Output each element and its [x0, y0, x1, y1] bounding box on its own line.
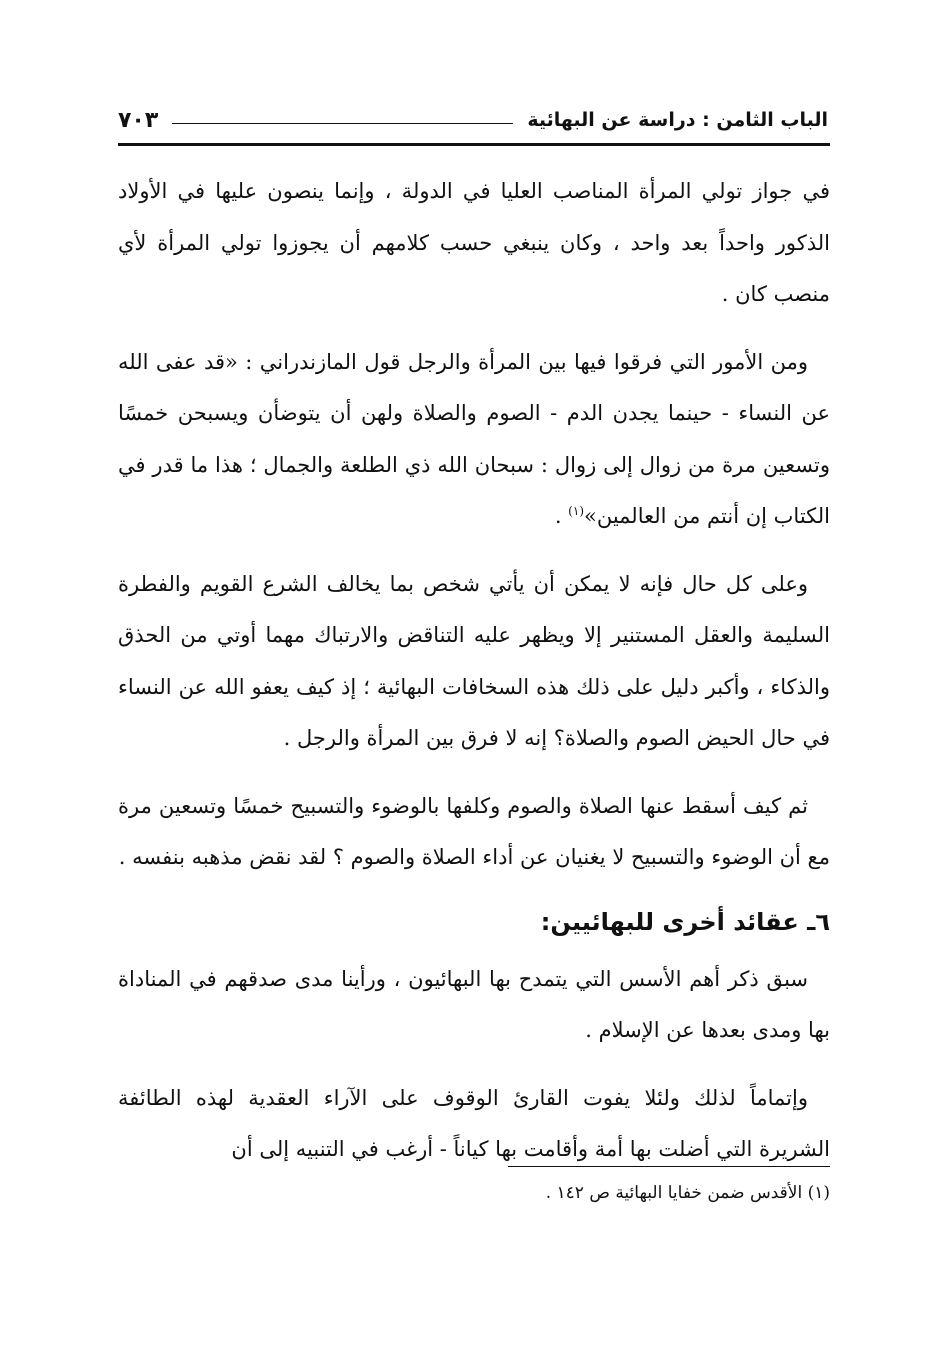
footnote: (١) الأقدس ضمن خفايا البهائية ص ١٤٢ .: [545, 1183, 830, 1203]
section-heading: ٦ـ عقائد أخرى للبهائيين:: [540, 907, 830, 936]
paragraph-1: في جواز تولي المرأة المناصب العليا في الدولة ، وإنما ينصون عليها في الأولاد الذكور واحداً بعد واحد ، وكان ينبغي حسب كلامهم أن يجوزوا تولي المرأة لأي منصب كان .: [118, 179, 830, 306]
paragraph-4: ثم كيف أسقط عنها الصلاة والصوم وكلفها بالوضوء والتسبيح خمسًا وتسعين مرة مع أن الوضوء والتسبيح لا يغنيان عن أداء الصلاة والصوم ؟ لقد نقض مذهبه بنفسه .: [118, 793, 830, 869]
header-underline: [118, 143, 830, 146]
header-rule: [172, 123, 513, 124]
paragraph-2-text: ومن الأمور التي فرقوا فيها بين المرأة والرجل قول المازندراني : «قد عفى الله عن النساء - حينما يجدن الدم - الصوم والصلاة ولهن أن يتوضأن ويسبحن خمسًا وتسعين مرة من زوال إلى زوال : سبحان الله ذي الطلعة والجمال ؛ هذا ما قدر في الكتاب إن أنتم من العالمين»: [118, 349, 830, 528]
paragraph-2-end: .: [554, 504, 569, 528]
paragraph-5: سبق ذكر أهم الأسس التي يتمدح بها البهائيون ، ورأينا مدى صدقهم في المناداة بها ومدى بعدها عن الإسلام .: [118, 966, 830, 1042]
paragraph-3: وعلى كل حال فإنه لا يمكن أن يأتي شخص بما يخالف الشرع القويم والفطرة السليمة والعقل المستنير إلا ويظهر عليه التناقض والارتباك مهما أوتي من الحذق والذكاء ، وأكبر دليل على ذلك هذه السخافات البهائية ؛ إذ كيف يعفو الله عن النساء في حال الحيض الصوم والصلاة؟ إنه لا فرق بين المرأة والرجل .: [118, 571, 830, 750]
footnote-reference: (١): [568, 504, 584, 518]
paragraph-6: وإتماماً لذلك ولئلا يفوت القارئ الوقوف على الآراء العقدية لهذه الطائفة الشريرة التي أضلت بها أمة وأقامت بها كياناً - أرغب في التنبيه إلى أن: [118, 1085, 830, 1161]
paragraph-2: [118, 337, 830, 543]
running-header: [118, 100, 828, 140]
footnote-rule: [508, 1166, 830, 1167]
body-text: [118, 166, 830, 1192]
page-number: ٧٠٣: [118, 107, 159, 133]
running-title: الباب الثامن : دراسة عن البهائية: [527, 109, 828, 131]
